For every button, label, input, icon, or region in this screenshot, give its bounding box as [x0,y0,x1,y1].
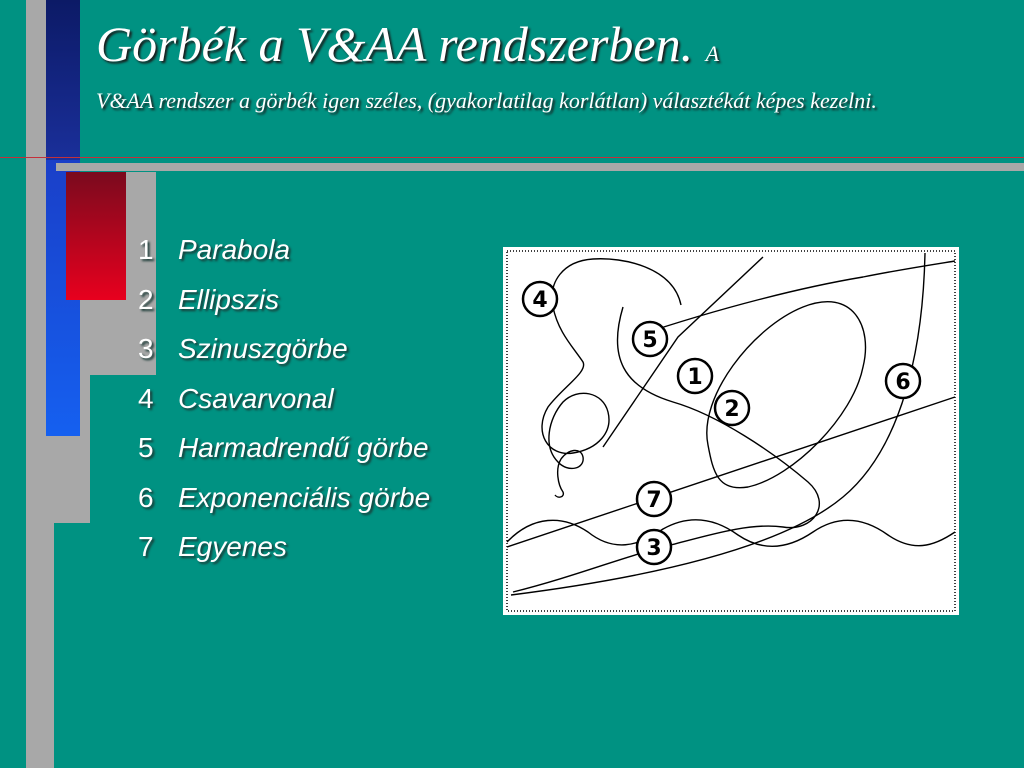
list-item-label: Szinuszgörbe [178,333,348,364]
list-item-number: 1 [138,234,154,265]
marker-5 [633,322,667,356]
list-item-label: Egyenes [178,531,287,562]
marker-6 [886,364,920,398]
marker-5-label: 5 [642,328,658,353]
deco-bar-navy [46,0,80,160]
slide-header [96,14,996,118]
curve-exponential [633,261,955,337]
list-item [138,225,430,275]
marker-2 [715,391,749,425]
list-item-label: Harmadrendű görbe [178,432,429,463]
list-item [138,423,430,473]
curves-figure [503,247,959,615]
marker-4 [523,282,557,316]
marker-1-label: 1 [687,365,703,390]
list-item [138,374,430,424]
marker-6-label: 6 [895,370,911,395]
list-item [138,522,430,572]
list-item-number: 7 [138,531,154,562]
list-item-number: 2 [138,283,154,315]
slide-title-suffix: A [705,41,720,66]
curve-helix [542,259,681,497]
list-item [138,275,430,325]
title-line [96,14,996,84]
list-item [138,324,430,374]
list-item [138,473,430,523]
list-item-label: Exponenciális görbe [178,481,431,513]
slide-subtitle: V&AA rendszer a görbék igen széles, (gyakorlatilag korlátlan) választékát képes kezelni. [96,88,877,113]
deco-bar-red [66,172,126,300]
list-item-label: Ellipszis [178,283,280,315]
figure-frame [507,251,955,611]
marker-7 [637,482,671,516]
marker-1 [678,359,712,393]
list-item-label: Parabola [178,234,291,265]
marker-3-label: 3 [646,536,662,561]
curve-sine [507,520,955,547]
marker-3 [637,530,671,564]
list-item-number: 3 [138,333,154,364]
title-rule-gray [56,163,1024,171]
title-rule-red [0,157,1024,158]
curve-list [138,225,430,572]
slide-title: Görbék a V&AA rendszerben. [96,16,694,72]
list-item-number: 6 [138,481,154,513]
curves-drawing [503,247,959,615]
marker-2-label: 2 [724,397,740,422]
list-item-number: 5 [138,432,154,463]
list-item-number: 4 [138,382,154,414]
marker-4-label: 4 [532,288,548,313]
marker-7-label: 7 [646,488,662,513]
curve-parabola [511,253,925,595]
list-item-label: Csavarvonal [178,382,334,414]
